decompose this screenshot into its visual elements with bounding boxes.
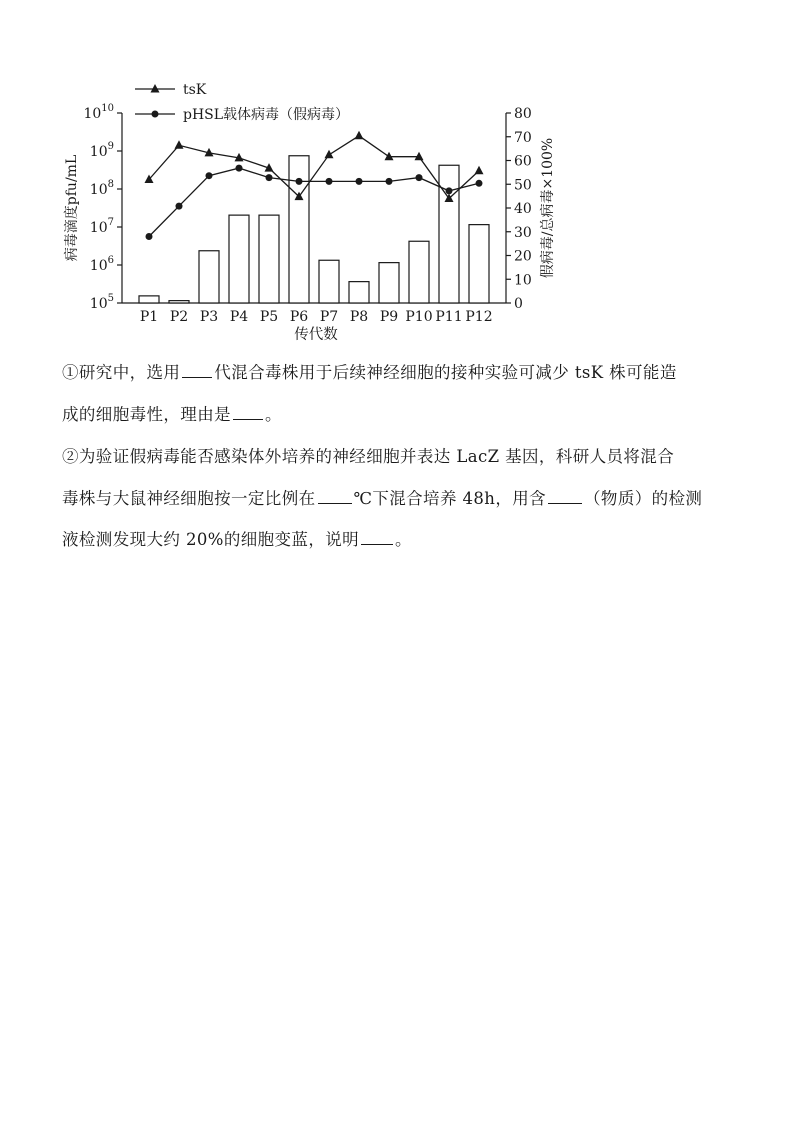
right-tick-label-70: 70 bbox=[514, 129, 532, 146]
left-tick-exp-10: 10 bbox=[101, 103, 114, 114]
answer-blank-2[interactable] bbox=[233, 402, 263, 420]
x-tick-label-P6: P6 bbox=[289, 309, 309, 325]
legend-tsk-marker bbox=[151, 84, 160, 93]
right-tick-label-80: 80 bbox=[514, 106, 532, 122]
question-2-text-d: （物质）的检测 bbox=[584, 489, 703, 508]
phsl-point-P4 bbox=[236, 165, 243, 172]
question-2-line-2 bbox=[62, 486, 752, 511]
left-tick-base-9: 10 bbox=[89, 144, 108, 160]
phsl-point-P6 bbox=[296, 178, 303, 185]
bar-P1 bbox=[139, 296, 159, 303]
left-tick-base-5: 10 bbox=[89, 296, 108, 312]
phsl-point-P10 bbox=[416, 174, 423, 181]
phsl-point-P7 bbox=[326, 178, 333, 185]
bar-P5 bbox=[259, 215, 279, 303]
chart-legend bbox=[135, 82, 349, 123]
bar-P2 bbox=[169, 301, 189, 303]
question-1-text-d: 。 bbox=[265, 405, 282, 424]
question-2-text-b: 毒株与大鼠神经细胞按一定比例在 bbox=[62, 489, 316, 508]
line-phsl bbox=[149, 168, 479, 236]
phsl-point-P3 bbox=[206, 172, 213, 179]
answer-blank-3[interactable] bbox=[318, 486, 352, 504]
x-axis-tick-labels bbox=[140, 309, 493, 325]
left-tick-label-5 bbox=[90, 293, 114, 312]
tsk-point-P7 bbox=[325, 150, 334, 159]
right-tick-label-0: 0 bbox=[514, 296, 523, 312]
left-tick-exp-6: 6 bbox=[107, 255, 114, 266]
answer-blank-5[interactable] bbox=[361, 527, 393, 545]
bar-P8 bbox=[349, 282, 369, 303]
left-axis-ticks bbox=[83, 103, 122, 312]
bar-P10 bbox=[409, 241, 429, 303]
left-tick-label-10 bbox=[83, 103, 114, 122]
question-2-line-1 bbox=[62, 445, 752, 469]
legend-phsl-label: pHSL载体病毒（假病毒） bbox=[183, 107, 350, 123]
left-tick-base-8: 10 bbox=[89, 182, 108, 198]
right-tick-label-10: 10 bbox=[514, 272, 532, 289]
right-tick-label-60: 60 bbox=[514, 153, 532, 170]
x-tick-label-P12: P12 bbox=[465, 309, 493, 325]
bar-P11 bbox=[439, 165, 459, 303]
x-axis-label: 传代数 bbox=[294, 327, 338, 343]
line-series bbox=[145, 131, 484, 240]
bar-P6 bbox=[289, 156, 309, 303]
left-tick-base-10: 10 bbox=[83, 106, 102, 122]
question-1-marker: ① bbox=[62, 363, 79, 382]
tsk-point-P8 bbox=[355, 131, 364, 140]
x-tick-label-P1: P1 bbox=[139, 309, 159, 325]
right-tick-label-20: 20 bbox=[514, 248, 532, 265]
bar-series bbox=[139, 156, 489, 303]
question-2-text-a: 为验证假病毒能否感染体外培养的神经细胞并表达 LacZ 基因，科研人员将混合 bbox=[78, 447, 675, 466]
x-tick-label-P11: P11 bbox=[435, 309, 463, 325]
bar-P12 bbox=[469, 225, 489, 303]
x-tick-label-P4: P4 bbox=[229, 309, 249, 325]
right-tick-label-40: 40 bbox=[514, 201, 532, 217]
y-axis-left-label: 病毒滴度pfu/mL bbox=[64, 154, 80, 262]
y-axis-right-label: 假病毒/总病毒×100% bbox=[540, 137, 556, 279]
x-tick-label-P8: P8 bbox=[349, 309, 369, 325]
legend-phsl-marker bbox=[152, 111, 159, 118]
phsl-point-P8 bbox=[356, 178, 363, 185]
question-1-text-c: 成的细胞毒性，理由是 bbox=[62, 405, 231, 424]
right-tick-label-50: 50 bbox=[514, 177, 532, 194]
tsk-point-P9 bbox=[385, 152, 394, 161]
question-1-line-2 bbox=[62, 402, 752, 427]
left-tick-base-7: 10 bbox=[89, 220, 108, 236]
bar-P7 bbox=[319, 260, 339, 303]
answer-blank-1[interactable] bbox=[182, 360, 212, 378]
phsl-point-P12 bbox=[476, 180, 483, 187]
x-tick-label-P9: P9 bbox=[379, 309, 399, 325]
x-tick-label-P10: P10 bbox=[405, 309, 433, 325]
tsk-point-P2 bbox=[175, 140, 184, 149]
line-tsk bbox=[149, 136, 479, 199]
left-tick-exp-9: 9 bbox=[107, 141, 114, 152]
phsl-point-P5 bbox=[266, 174, 273, 181]
question-2-line-3 bbox=[62, 527, 752, 552]
question-2-marker: ② bbox=[62, 447, 79, 466]
phsl-point-P1 bbox=[146, 233, 153, 240]
left-tick-label-6 bbox=[90, 255, 114, 274]
left-tick-exp-7: 7 bbox=[107, 217, 114, 228]
left-tick-exp-8: 8 bbox=[107, 179, 114, 190]
tsk-point-P10 bbox=[415, 152, 424, 161]
question-1-line-1 bbox=[62, 360, 752, 385]
bar-P4 bbox=[229, 215, 249, 303]
question-2-text-f: 。 bbox=[395, 530, 412, 549]
right-tick-label-30: 30 bbox=[514, 224, 532, 241]
left-tick-label-9 bbox=[90, 141, 114, 160]
question-1-text-b: 代混合毒株用于后续神经细胞的接种实验可减少 tsK 株可能造 bbox=[214, 363, 677, 382]
left-tick-base-6: 10 bbox=[89, 258, 108, 274]
answer-blank-4[interactable] bbox=[548, 486, 582, 504]
phsl-point-P2 bbox=[176, 203, 183, 210]
question-1-text-a: 研究中，选用 bbox=[78, 363, 181, 382]
x-tick-label-P3: P3 bbox=[199, 309, 219, 325]
bar-P9 bbox=[379, 263, 399, 303]
legend-tsk-label: tsK bbox=[183, 82, 207, 98]
bar-P3 bbox=[199, 251, 219, 303]
left-tick-label-8 bbox=[90, 179, 114, 198]
x-tick-label-P2: P2 bbox=[169, 309, 189, 325]
phsl-point-P9 bbox=[386, 178, 393, 185]
left-tick-label-7 bbox=[90, 217, 114, 236]
right-axis-ticks bbox=[506, 106, 532, 312]
virus-titer-chart bbox=[0, 0, 800, 360]
tsk-point-P12 bbox=[475, 166, 484, 175]
question-2-text-c: ℃下混合培养 48h，用含 bbox=[353, 489, 547, 508]
x-tick-label-P5: P5 bbox=[259, 309, 279, 325]
x-tick-label-P7: P7 bbox=[319, 309, 339, 325]
question-2-text-e: 液检测发现大约 20%的细胞变蓝，说明 bbox=[62, 530, 360, 549]
left-tick-exp-5: 5 bbox=[107, 293, 114, 304]
phsl-point-P11 bbox=[446, 187, 453, 194]
